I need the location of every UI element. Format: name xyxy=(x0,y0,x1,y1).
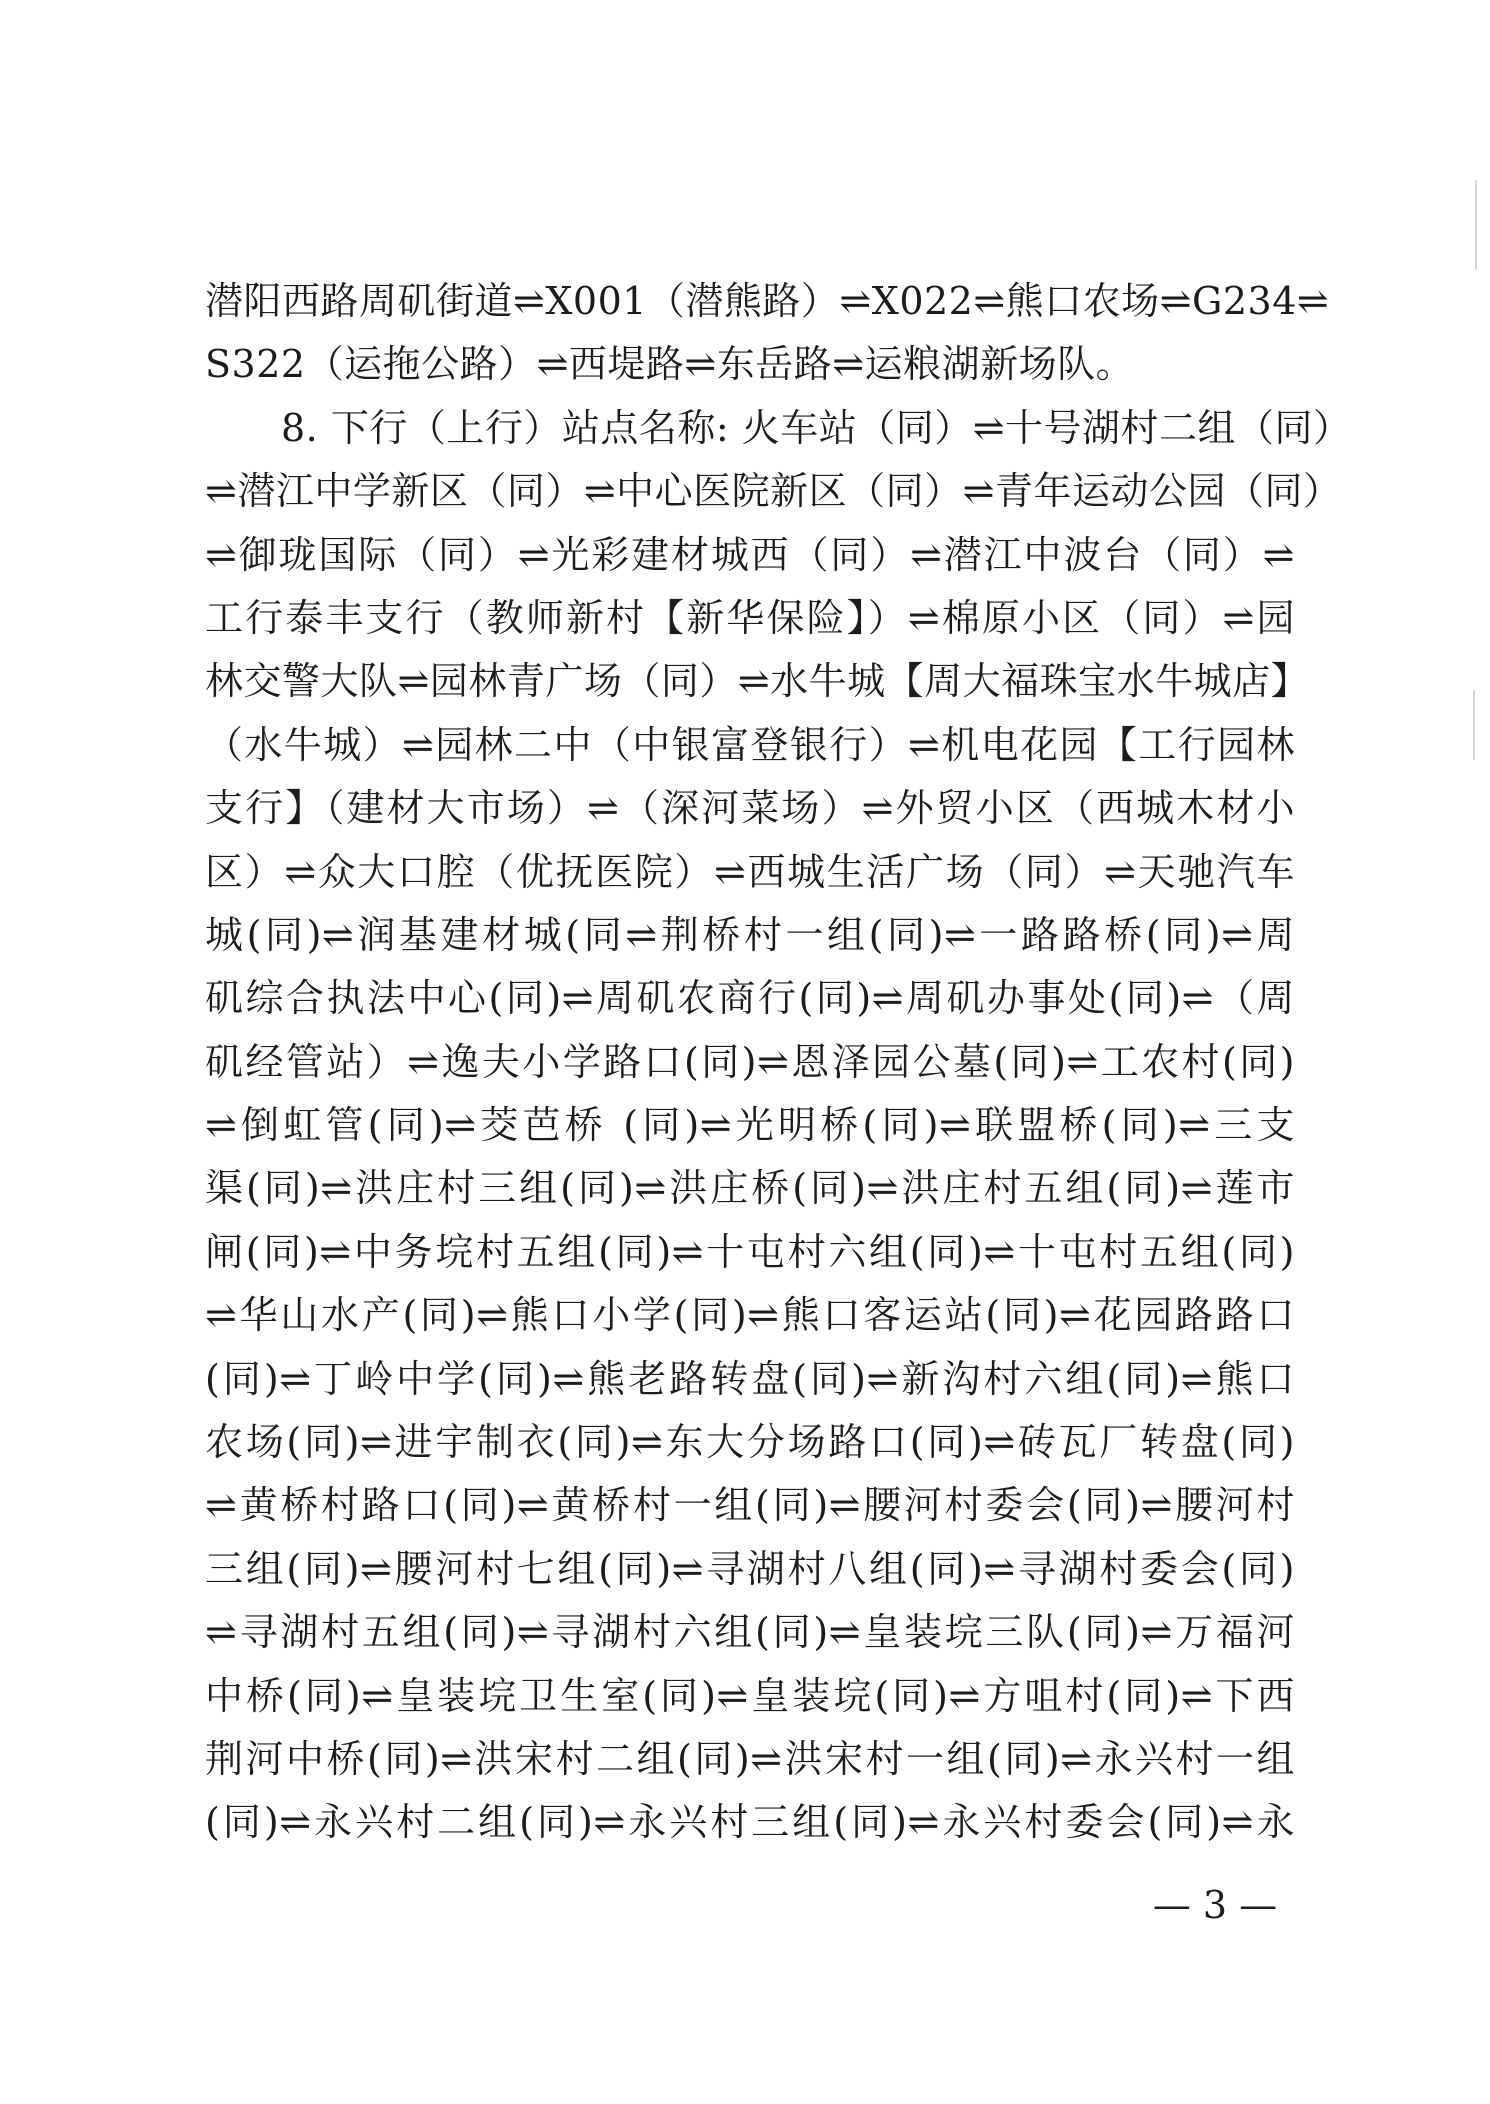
text-line: (同)⇌永兴村二组(同)⇌永兴村三组(同)⇌永兴村委会(同)⇌永 xyxy=(205,1800,1295,1845)
page-number: — 3 — xyxy=(1152,1883,1278,1927)
scan-edge-mark xyxy=(1475,180,1477,270)
text-line: ⇌潜江中学新区（同）⇌中心医院新区（同）⇌青年运动公园（同） xyxy=(205,469,1342,514)
text-line: 城(同)⇌润基建材城(同⇌荆桥村一组(同)⇌一路路桥(同)⇌周 xyxy=(205,912,1295,957)
text-line: 矶经管站）⇌逸夫小学路口(同)⇌恩泽园公墓(同)⇌工农村(同) xyxy=(205,1039,1295,1084)
text-line: ⇌华山水产(同)⇌熊口小学(同)⇌熊口客运站(同)⇌花园路路口 xyxy=(205,1293,1295,1338)
text-line: 矶综合执法中心(同)⇌周矶农商行(同)⇌周矶办事处(同)⇌（周 xyxy=(205,976,1295,1021)
text-line: S322（运拖公路）⇌西堤路⇌东岳路⇌运粮湖新场队。 xyxy=(205,342,1135,387)
text-line: 区）⇌众大口腔（优抚医院）⇌西城生活广场（同）⇌天驰汽车 xyxy=(205,849,1295,894)
text-line: 林交警大队⇌园林青广场（同）⇌水牛城【周大福珠宝水牛城店】 xyxy=(205,659,1310,704)
text-line: 荆河中桥(同)⇌洪宋村二组(同)⇌洪宋村一组(同)⇌永兴村一组 xyxy=(205,1736,1295,1781)
text-line: 渠(同)⇌洪庄村三组(同)⇌洪庄桥(同)⇌洪庄村五组(同)⇌莲市 xyxy=(205,1166,1295,1211)
text-line: ⇌倒虹管(同)⇌茭芭桥 (同)⇌光明桥(同)⇌联盟桥(同)⇌三支 xyxy=(205,1103,1295,1148)
text-line: 中桥(同)⇌皇装垸卫生室(同)⇌皇装垸(同)⇌方咀村(同)⇌下西 xyxy=(205,1673,1295,1718)
text-line: 工行泰丰支行（教师新村【新华保险】）⇌棉原小区（同）⇌园 xyxy=(205,595,1295,640)
text-line: ⇌寻湖村五组(同)⇌寻湖村六组(同)⇌皇装垸三队(同)⇌万福河 xyxy=(205,1610,1295,1655)
scan-edge-mark xyxy=(1473,690,1475,760)
text-line: 支行】（建材大市场）⇌（深河菜场）⇌外贸小区（西城木材小 xyxy=(205,786,1295,831)
text-line: ⇌黄桥村路口(同)⇌黄桥村一组(同)⇌腰河村委会(同)⇌腰河村 xyxy=(205,1483,1295,1528)
text-line: 农场(同)⇌进宇制衣(同)⇌东大分场路口(同)⇌砖瓦厂转盘(同) xyxy=(205,1420,1295,1465)
text-line: 潜阳西路周矶街道⇌X001（潜熊路）⇌X022⇌熊口农场⇌G234⇌ xyxy=(205,279,1330,323)
text-line: ⇌御珑国际（同）⇌光彩建材城西（同）⇌潜江中波台（同）⇌ xyxy=(205,532,1295,577)
text-line: （水牛城）⇌园林二中（中银富登银行）⇌机电花园【工行园林 xyxy=(205,722,1295,767)
text-line: (同)⇌丁岭中学(同)⇌熊老路转盘(同)⇌新沟村六组(同)⇌熊口 xyxy=(205,1356,1295,1401)
text-line: 闸(同)⇌中务垸村五组(同)⇌十屯村六组(同)⇌十屯村五组(同) xyxy=(205,1229,1295,1274)
text-line: 三组(同)⇌腰河村七组(同)⇌寻湖村八组(同)⇌寻湖村委会(同) xyxy=(205,1546,1295,1591)
paragraph-heading-line: 8. 下行（上行）站点名称: 火车站（同）⇌十号湖村二组（同） xyxy=(281,405,1352,450)
body-text xyxy=(205,270,1352,1855)
